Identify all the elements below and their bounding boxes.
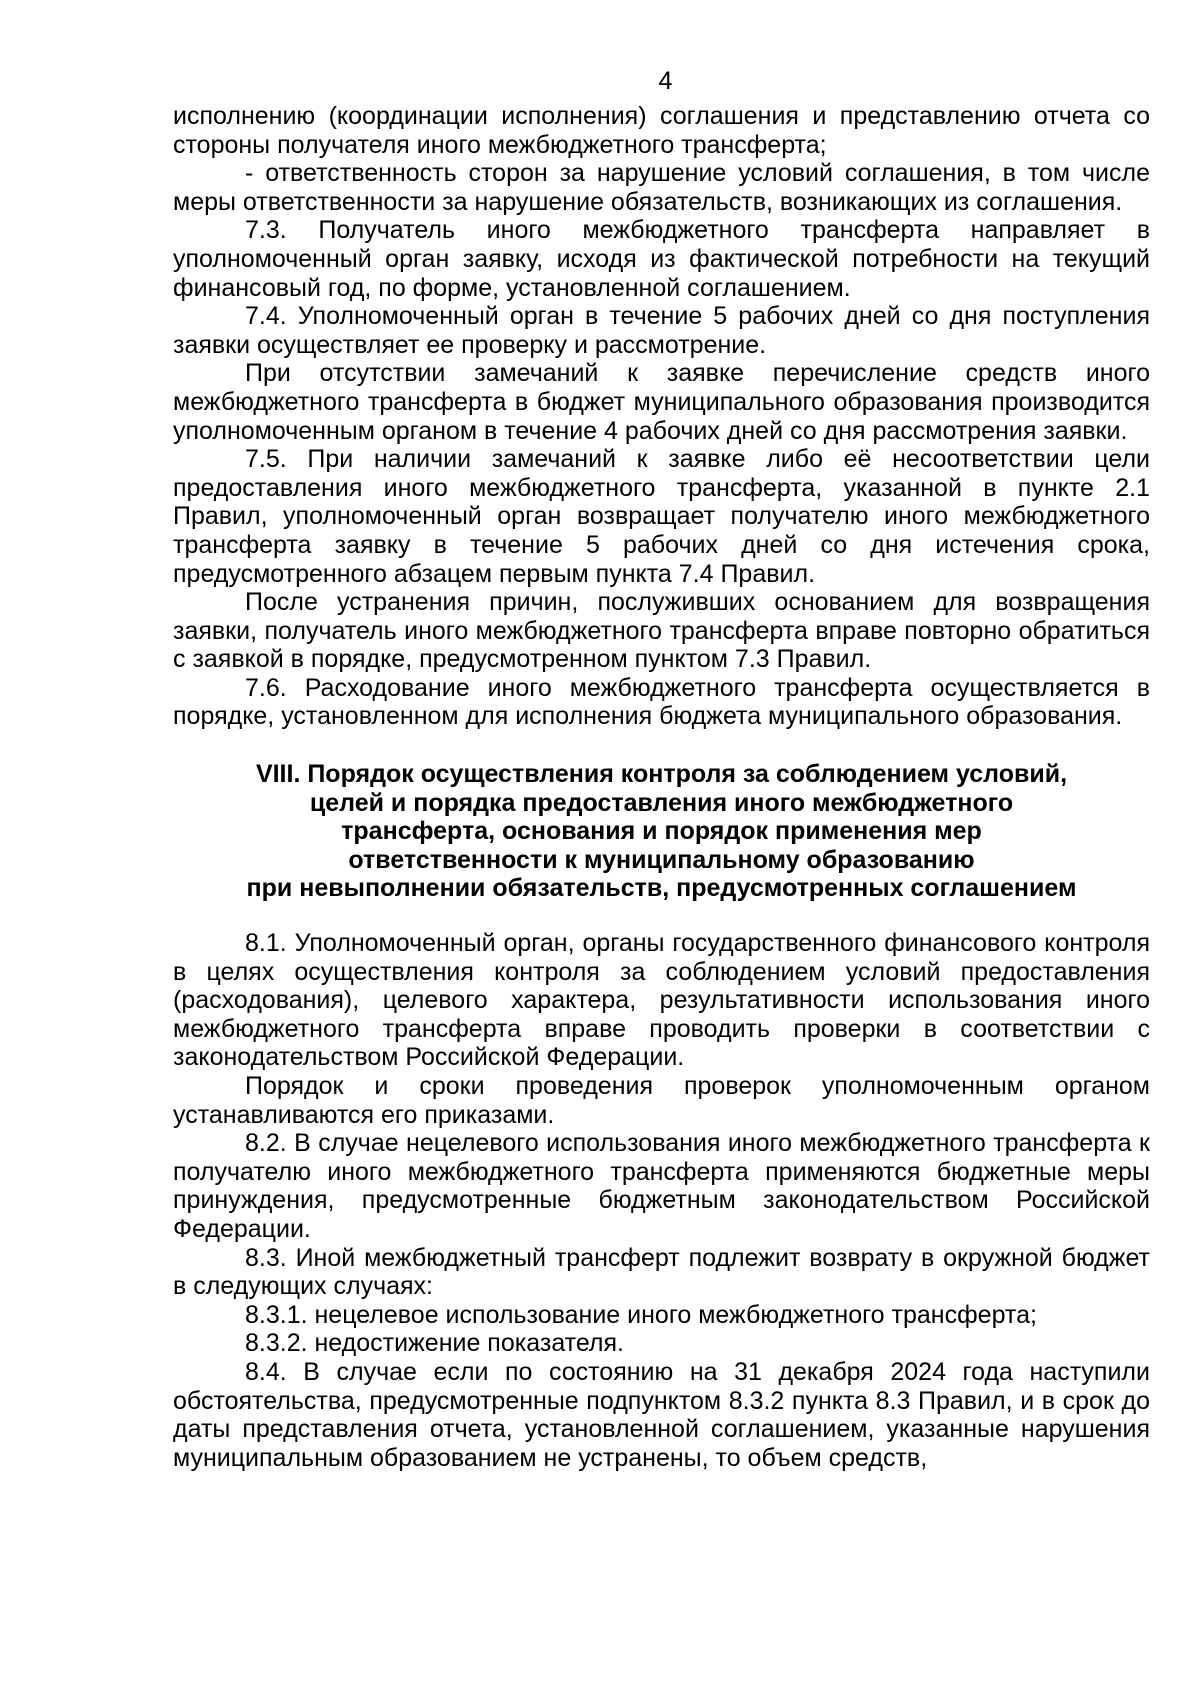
section-heading-line: трансферта, основания и порядок применения мер xyxy=(341,817,982,846)
paragraph-9: 8.1. Уполномоченный орган, органы государственного финансового контроля в целях осуществления контроля за соблюдением условий предоставления (расходования), целевого характера, результативности использования иного межбюджетного трансферта вправе проводить проверки в соответствии с законодательством Российской Федерации. xyxy=(173,929,1150,1072)
section-heading xyxy=(173,760,1150,903)
paragraph-5: При отсутствии замечаний к заявке перечисление средств иного межбюджетного трансферта в бюджет муниципального образования производится уполномоченным органом в течение 4 рабочих дней со дня рассмотрения заявки. xyxy=(173,359,1150,445)
paragraph-12: 8.3. Иной межбюджетный трансферт подлежит возврату в окружной бюджет в следующих случаях: xyxy=(173,1243,1150,1301)
paragraph-10: Порядок и сроки проведения проверок уполномоченным органом устанавливаются его приказами. xyxy=(173,1072,1150,1129)
section-heading-line: при невыполнении обязательств, предусмотренных соглашением xyxy=(246,874,1077,903)
paragraph-6: 7.5. При наличии замечаний к заявке либо её несоответствии цели предоставления иного межбюджетного трансферта, указанной в пункте 2.1 Правил, уполномоченный орган возвращает получателю иного межбюджетного трансферта заявку в течение 5 рабочих дней со дня истечения срока, предусмотренного абзацем первым пункта 7.4 Правил. xyxy=(173,445,1150,588)
paragraph-7: После устранения причин, послуживших основанием для возвращения заявки, получатель иного межбюджетного трансферта вправе повторно обратиться с заявкой в порядке, предусмотренном пунктом 7.3 Правил. xyxy=(173,588,1150,674)
paragraph-13: 8.3.1. нецелевое использование иного межбюджетного трансферта; xyxy=(245,1300,1037,1329)
paragraph-3: 7.3. Получатель иного межбюджетного трансферта направляет в уполномоченный орган заявку, исходя из фактической потребности на текущий финансовый год, по форме, установленной соглашением. xyxy=(173,216,1150,302)
document-page xyxy=(173,66,1150,1472)
section-heading-line: целей и порядка предоставления иного межбюджетного xyxy=(309,788,1014,817)
paragraph-8: 7.6. Расходование иного межбюджетного трансферта осуществляется в порядке, установленном для исполнения бюджета муниципального образования. xyxy=(173,673,1150,731)
paragraph-15: 8.4. В случае если по состоянию на 31 декабря 2024 года наступили обстоятельства, предусмотренные подпунктом 8.3.2 пункта 8.3 Правил, и в срок до даты представления отчета, установленной соглашением, указанные нарушения муниципальным образованием не устранены, то объем средств, xyxy=(173,1357,1150,1472)
text-block-after-heading xyxy=(173,929,1150,1472)
paragraph-1: исполнению (координации исполнения) соглашения и представлению отчета со стороны получателя иного межбюджетного трансферта; xyxy=(173,102,1150,159)
paragraph-4: 7.4. Уполномоченный орган в течение 5 рабочих дней со дня поступления заявки осуществляет ее проверку и рассмотрение. xyxy=(173,302,1150,359)
text-block-before-heading xyxy=(173,102,1150,731)
page-number: 4 xyxy=(658,67,673,95)
paragraph-14: 8.3.2. недостижение показателя. xyxy=(245,1329,624,1358)
section-heading-line: ответственности к муниципальному образованию xyxy=(348,845,975,874)
section-heading-line: VIII. Порядок осуществления контроля за соблюдением условий, xyxy=(255,760,1068,789)
paragraph-11: 8.2. В случае нецелевого использования иного межбюджетного трансферта к получателю иного межбюджетного трансферта применяются бюджетные меры принуждения, предусмотренные бюджетным законодательством Российской Федерации. xyxy=(173,1129,1150,1243)
paragraph-2: - ответственность сторон за нарушение условий соглашения, в том числе меры ответственности за нарушение обязательств, возникающих из соглашения. xyxy=(173,159,1150,216)
